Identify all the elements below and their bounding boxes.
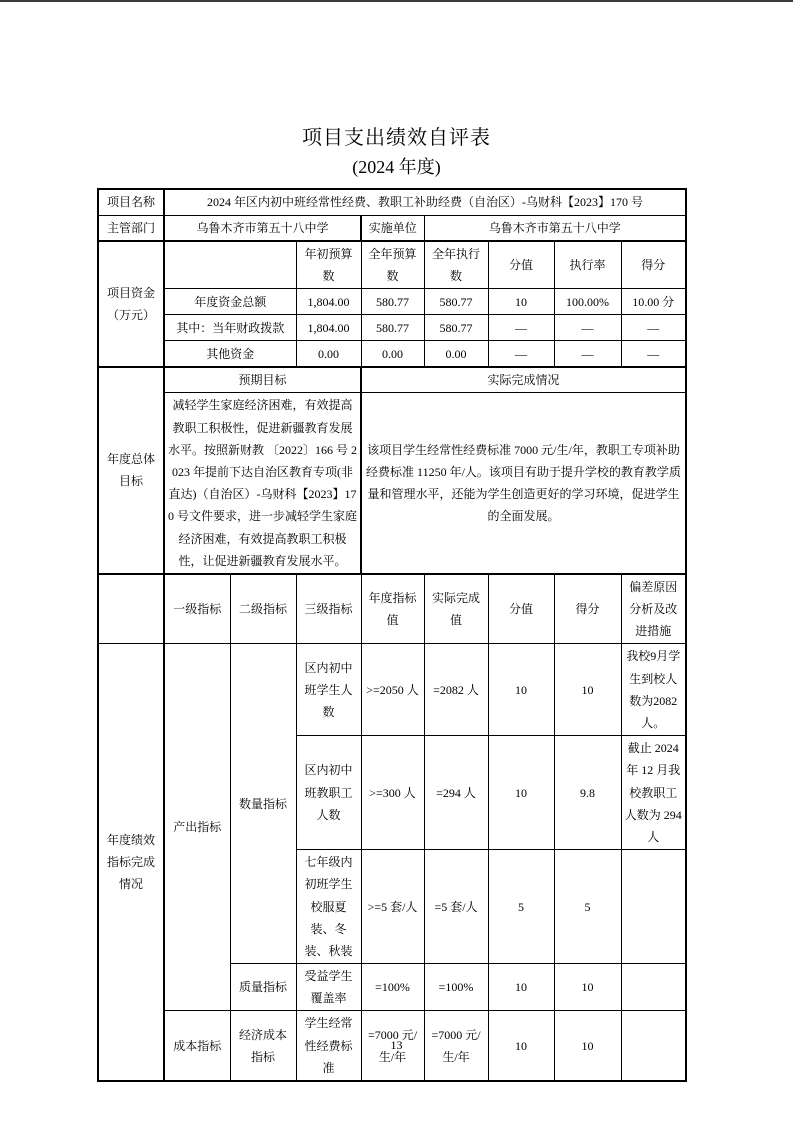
indicator-score-cell: 10 xyxy=(554,964,621,1011)
indicator-col-header: 年度指标值 xyxy=(361,574,424,644)
impl-unit-label: 实施单位 xyxy=(361,215,424,241)
indicator-col-header: 二级指标 xyxy=(230,574,296,644)
doc-subtitle: (2024 年度) xyxy=(352,157,441,177)
dept-value: 乌鲁木齐市第五十八中学 xyxy=(164,215,361,241)
doc-title: 项目支出绩效自评表 xyxy=(302,127,491,149)
funds-cell: — xyxy=(488,341,554,367)
funds-cell: — xyxy=(554,341,621,367)
goal-section-label: 年度总体目标 xyxy=(98,367,164,574)
indicator-target-cell: =100% xyxy=(361,964,424,1011)
indicator-scoreval-cell: 10 xyxy=(488,1011,554,1081)
indicator-level3-cell: 受益学生覆盖率 xyxy=(296,964,361,1011)
funds-empty-header xyxy=(164,241,296,289)
funds-col-header: 得分 xyxy=(621,241,686,289)
indicators-section-label: 年度绩效指标完成情况 xyxy=(98,644,164,1081)
funds-cell: — xyxy=(621,315,686,341)
indicator-scoreval-cell: 10 xyxy=(488,736,554,850)
actual-result-text: 该项目学生经常性经费标准 7000 元/生/年，教职工专项补助经费标准 11250 年/人。该项目有助于提升学校的教育教学质量和管理水平，还能为学生创造更好的学习环境，促进学生的全面发展。 xyxy=(361,393,686,574)
indicator-col-header: 三级指标 xyxy=(296,574,361,644)
indicator-actual-cell: =2082 人 xyxy=(424,644,488,736)
indicator-actual-cell: =5 套/人 xyxy=(424,850,488,964)
expected-goal-header: 预期目标 xyxy=(164,367,361,393)
indicator-col-header: 偏差原因分析及改进措施 xyxy=(621,574,686,644)
indicator-actual-cell: =294 人 xyxy=(424,736,488,850)
indicator-score-cell: 10 xyxy=(554,644,621,736)
project-name-value: 2024 年区内初中班经常性经费、教职工补助经费（自治区）-乌财科【2023】170 号 xyxy=(164,189,686,215)
indicator-score-cell: 10 xyxy=(554,1011,621,1081)
funds-cell: 580.77 xyxy=(361,315,424,341)
indicator-actual-cell: =100% xyxy=(424,964,488,1011)
funds-cell: 10 xyxy=(488,289,554,315)
funds-col-header: 全年执行数 xyxy=(424,241,488,289)
funds-col-header: 执行率 xyxy=(554,241,621,289)
impl-unit-value: 乌鲁木齐市第五十八中学 xyxy=(424,215,686,241)
indicator-level2-cell: 经济成本指标 xyxy=(230,1011,296,1081)
indicator-level3-cell: 七年级内初班学生校服夏装、冬装、秋装 xyxy=(296,850,361,964)
funds-col-header: 分值 xyxy=(488,241,554,289)
funds-cell: 0.00 xyxy=(361,341,424,367)
funds-cell: — xyxy=(621,341,686,367)
funds-row-label: 其他资金 xyxy=(164,341,296,367)
indicator-level3-cell: 学生经常性经费标准 xyxy=(296,1011,361,1081)
indicator-col-header: 实际完成值 xyxy=(424,574,488,644)
funds-cell: 10.00 分 xyxy=(621,289,686,315)
funds-col-header: 全年预算数 xyxy=(361,241,424,289)
indicator-target-cell: =7000 元/生/年 xyxy=(361,1011,424,1081)
indicator-deviation-cell: 我校9月学生到校人数为2082人。 xyxy=(621,644,686,736)
funds-cell: 1,804.00 xyxy=(296,289,361,315)
indicator-deviation-cell: 截止 2024 年 12 月我校教职工人数为 294 人 xyxy=(621,736,686,850)
funds-cell: 580.77 xyxy=(424,289,488,315)
indicator-level2-cell: 质量指标 xyxy=(230,964,296,1011)
indicator-level1-cell: 成本指标 xyxy=(164,1011,230,1081)
indicator-col-header: 一级指标 xyxy=(164,574,230,644)
funds-cell: 580.77 xyxy=(361,289,424,315)
funds-row-label: 其中：当年财政拨款 xyxy=(164,315,296,341)
indicator-actual-cell: =7000 元/生/年 xyxy=(424,1011,488,1081)
indicator-target-cell: >=2050 人 xyxy=(361,644,424,736)
performance-self-eval-table xyxy=(97,188,687,1082)
expected-goal-text: 减轻学生家庭经济困难，有效提高教职工积极性，促进新疆教育发展水平。按照新财教 〔2022〕166 号 2023 年提前下达自治区教育专项(非直达)（自治区）-乌财科【2023】170 号文件要求，进一步减轻学生家庭经济困难，有效提高教职工积极性，让促进新疆教育发展水平。 xyxy=(164,393,361,574)
indicator-scoreval-cell: 10 xyxy=(488,644,554,736)
funds-cell: — xyxy=(488,315,554,341)
indicator-score-cell: 5 xyxy=(554,850,621,964)
indicator-col-header: 分值 xyxy=(488,574,554,644)
dept-label: 主管部门 xyxy=(98,215,164,241)
funds-section-label: 项目资金（万元） xyxy=(98,241,164,367)
funds-cell: — xyxy=(554,315,621,341)
funds-col-header: 年初预算数 xyxy=(296,241,361,289)
page-number: 13 xyxy=(390,1038,403,1052)
scan-edge-artifact xyxy=(0,0,793,2)
indicator-level3-cell: 区内初中班学生人数 xyxy=(296,644,361,736)
indicator-target-cell: >=300 人 xyxy=(361,736,424,850)
indicator-score-cell: 9.8 xyxy=(554,736,621,850)
indicators-corner-cell xyxy=(98,574,164,644)
funds-cell: 580.77 xyxy=(424,315,488,341)
indicator-target-cell: >=5 套/人 xyxy=(361,850,424,964)
funds-cell: 1,804.00 xyxy=(296,315,361,341)
indicator-scoreval-cell: 10 xyxy=(488,964,554,1011)
indicator-deviation-cell xyxy=(621,850,686,964)
indicator-scoreval-cell: 5 xyxy=(488,850,554,964)
indicator-level2-cell: 数量指标 xyxy=(230,644,296,964)
funds-cell: 100.00% xyxy=(554,289,621,315)
indicator-deviation-cell xyxy=(621,964,686,1011)
indicator-col-header: 得分 xyxy=(554,574,621,644)
funds-row-label: 年度资金总额 xyxy=(164,289,296,315)
indicator-level1-cell: 产出指标 xyxy=(164,644,230,1011)
project-name-label: 项目名称 xyxy=(98,189,164,215)
funds-cell: 0.00 xyxy=(296,341,361,367)
funds-cell: 0.00 xyxy=(424,341,488,367)
indicator-level3-cell: 区内初中班教职工人数 xyxy=(296,736,361,850)
actual-result-header: 实际完成情况 xyxy=(361,367,686,393)
